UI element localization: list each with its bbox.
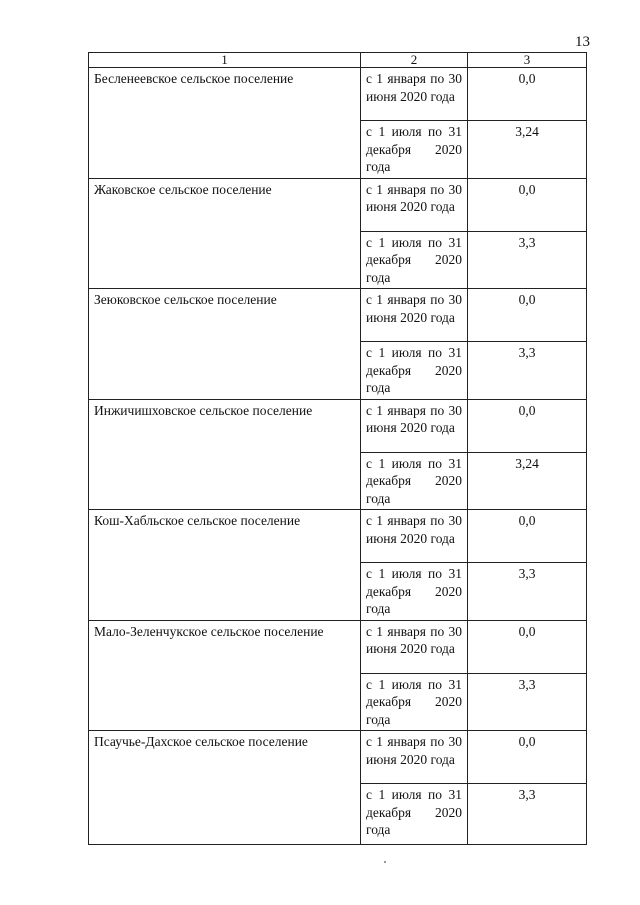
page-number: 13 — [575, 34, 590, 50]
settlement-name: Псаучье-Дахское сельское поселение — [89, 731, 361, 845]
period-cell — [361, 452, 468, 510]
rate-cell: 0,0 — [468, 289, 587, 342]
period-text: с 1 июля по 31 декабря 2020 года — [366, 345, 462, 395]
column-header-2: 2 — [361, 53, 468, 68]
period-text: с 1 июля по 31 декабря 2020 года — [366, 234, 462, 285]
rate-cell: 0,0 — [468, 68, 587, 121]
period-cell — [361, 563, 468, 621]
settlement-name: Мало-Зеленчукское сельское поселение — [89, 620, 361, 731]
settlement-name: Инжичишховское сельское поселение — [89, 399, 361, 510]
settlement-name: Жаковское сельское поселение — [89, 178, 361, 289]
rate-cell: 3,24 — [468, 452, 587, 510]
period-cell — [361, 68, 468, 121]
period-cell — [361, 673, 468, 731]
table-row — [89, 620, 587, 673]
rate-cell: 3,3 — [468, 563, 587, 621]
scan-speck — [384, 861, 386, 863]
period-cell — [361, 121, 468, 179]
table-row — [89, 510, 587, 563]
settlement-name: Бесленеевское сельское поселение — [89, 68, 361, 179]
rate-cell: 0,0 — [468, 399, 587, 452]
column-header-3: 3 — [468, 53, 587, 68]
rate-cell: 0,0 — [468, 731, 587, 784]
period-cell — [361, 342, 468, 400]
period-text: с 1 июля по 31 декабря 2020 года — [366, 566, 462, 616]
rate-cell: 3,3 — [468, 342, 587, 400]
period-text: с 1 января по 30 июня 2020 года — [366, 71, 462, 104]
rate-cell: 3,3 — [468, 673, 587, 731]
table-row — [89, 399, 587, 452]
period-cell — [361, 231, 468, 289]
table-row — [89, 289, 587, 342]
settlement-name: Кош-Хабльское сельское поселение — [89, 510, 361, 621]
rate-cell: 3,3 — [468, 231, 587, 289]
table-row — [89, 178, 587, 231]
period-cell — [361, 510, 468, 563]
period-text: с 1 июля по 31 декабря 2020 года — [366, 676, 462, 727]
period-text: с 1 января по 30 июня 2020 года — [366, 402, 462, 435]
settlement-rates-table — [88, 52, 587, 845]
period-text: с 1 июля по 31 декабря 2020 года — [366, 455, 462, 506]
period-text: с 1 января по 30 июня 2020 года — [366, 734, 462, 767]
period-cell — [361, 289, 468, 342]
period-text: с 1 июля по 31 декабря 2020 года — [366, 787, 462, 837]
period-cell — [361, 731, 468, 784]
settlement-name: Зеюковское сельское поселение — [89, 289, 361, 400]
rate-cell: 3,3 — [468, 784, 587, 845]
table-header-row — [89, 53, 587, 68]
table-row — [89, 68, 587, 121]
table-row — [89, 731, 587, 784]
period-text: с 1 января по 30 июня 2020 года — [366, 292, 462, 325]
period-cell — [361, 399, 468, 452]
rate-cell: 3,24 — [468, 121, 587, 179]
period-cell — [361, 620, 468, 673]
period-text: с 1 января по 30 июня 2020 года — [366, 181, 462, 214]
period-text: с 1 января по 30 июня 2020 года — [366, 513, 462, 546]
period-cell — [361, 178, 468, 231]
rate-cell: 0,0 — [468, 178, 587, 231]
period-text: с 1 января по 30 июня 2020 года — [366, 623, 462, 656]
period-text: с 1 июля по 31 декабря 2020 года — [366, 124, 462, 174]
column-header-1: 1 — [89, 53, 361, 68]
rate-cell: 0,0 — [468, 510, 587, 563]
period-cell — [361, 784, 468, 845]
rate-cell: 0,0 — [468, 620, 587, 673]
